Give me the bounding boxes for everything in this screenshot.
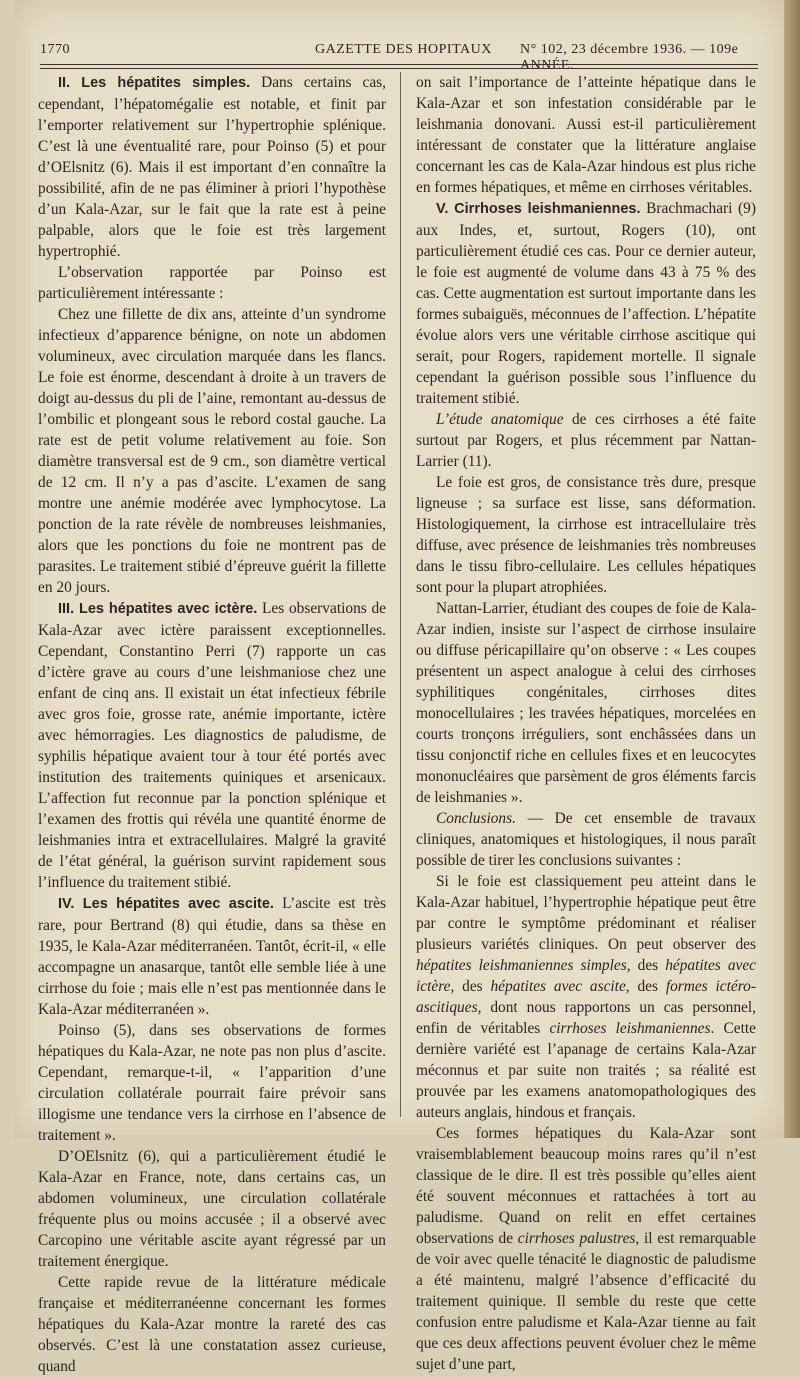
section-heading: II. Les hépatites simples. xyxy=(58,75,251,91)
italic-phrase: hépatites avec ictère xyxy=(416,957,757,995)
column-divider xyxy=(400,72,401,1117)
header-rule xyxy=(40,64,758,65)
paragraph-text: de ces cirrhoses a été faite surtout par Rogers, et plus récemment par Nattan-Larrier (11). xyxy=(416,411,756,470)
journal-title: GAZETTE DES HOPITAUX xyxy=(315,42,492,57)
paragraph-text: , des xyxy=(625,978,666,995)
paragraph-text: Dans certains cas, cependant, l’hépatomégalie est notable, et finit par l’emporter relativement sur l’hypertrophie splénique. C’est là une éventualité rare, pour Poinso (5) et pour d’OElsnitz (6). Mais il est important d’en connaître la possibilité, afin de ne pas éliminer à priori l’hypothèse d’un Kala-Azar, sur le fait que la rate est à peine palpable, alors que le foie est très largement hypertrophié. xyxy=(38,74,386,260)
paragraph xyxy=(416,1123,756,1375)
italic-phrase: Conclusions. xyxy=(436,810,516,827)
left-column xyxy=(38,72,386,1375)
issue-info: N° 102, 23 décembre 1936. — 109e ANNÉE. xyxy=(520,42,739,73)
italic-phrase: cirrhoses palustres xyxy=(517,1230,636,1247)
section-heading: III. Les hépatites avec ictère. xyxy=(58,601,258,617)
paragraph: L’observation rapportée par Poinso est particulièrement intéressante : xyxy=(38,264,386,302)
paragraph-text: — De cet ensemble de travaux cliniques, anatomiques et histologiques, il nous paraît possible de tirer les conclusions suivantes : xyxy=(416,810,756,869)
section-heading: V. Cirrhoses leishmaniennes. xyxy=(436,201,641,217)
paragraph: Nattan-Larrier, étudiant des coupes de foie de Kala-Azar indien, insiste sur l’aspect de cirrhose insulaire ou diffuse péricapillaire qu’on observe : « Les coupes présentent un aspect analogue à celui des cirrhoses syphilitiques congénitales, cirrhoses dites monocellulaires ; les travées hépatiques, morcelées en courts tronçons irréguliers, sont enchâssées dans un tissu conjonctif riche en cellules fixes et en leucocytes mononucléaires que parsèment de gros éléments farcis de leishmanies ». xyxy=(416,600,756,806)
paragraph: D’OElsnitz (6), qui a particulièrement étudié le Kala-Azar en France, note, dans certains cas, un abdomen volumineux, une circulation collatérale fréquente plus ou moins accusée ; il a observé avec Carcopino une véritable ascite ayant régressé par un traitement énergique. xyxy=(38,1148,386,1270)
header-rule-2 xyxy=(40,68,758,69)
paragraph-text: Ces formes hépatiques du Kala-Azar sont vraisemblablement beaucoup moins rares qu’il n’est classique de le dire. Il est très possible qu’elles aient été souvent méconnues et rattachées à tort au paludisme. Quand on relit en effet certaines observations de xyxy=(416,1125,756,1247)
paragraph: Poinso (5), dans ses observations de formes hépatiques du Kala-Azar, ne note pas non plus d’ascite. Cependant, remarque-t-il, « l’apparition d’une circulation collatérale pourrait faire prévoir sans illogisme une tendance vers la cirrhose en l’absence de traitement ». xyxy=(38,1022,386,1144)
paragraph-text: Si le foie est classiquement peu atteint dans le Kala-Azar habituel, l’hypertrophie hépatique peut être par contre le symptôme prédominant et réaliser plusieurs variétés cliniques. On peut observer des xyxy=(416,873,756,953)
page-number: 1770 xyxy=(40,42,70,57)
paragraph-text: L’ascite est très rare, pour Bertrand (8) qui étudie, dans sa thèse en 1935, le Kala-Azar méditerranéen. Tantôt, écrit-il, « elle accompagne un anasarque, tantôt elle semble liée à une cirrhose du foie ; mais elle n’est pas mentionnée dans le Kala-Azar méditerranéen ». xyxy=(38,895,386,1018)
paragraph-text: , il est remarquable de voir avec quelle ténacité le diagnostic de paludisme a été maintenu, malgré l’absence d’efficacité du traitement quinique. Il semble du reste que cette confusion entre paludisme et Kala-Azar tienne au fait que ces deux affections peuvent évoluer chez le même sujet d’une part, xyxy=(416,1230,756,1373)
paragraph-text: Les observations de Kala-Azar avec ictère paraissent exceptionnelles. Cependant, Constantino Perri (7) rapporte un cas d’ictère grave au cours d’une leishmaniose chez une enfant de cinq ans. Il existait un état infectieux fébrile avec gros foie, grosse rate, anémie importante, ictère avec hémorragies. Les diagnostics de paludisme, de syphilis hépatique avaient tour à tour été portés avec institution des traitements quiniques et arsenicaux. L’affection fut reconnue par la ponction splénique et l’examen des frottis qui révéla une quantité énorme de leishmanies intra et extracellulaires. Malgré la gravité de l’état général, la guérison survint rapidement sous l’influence du traitement stibié. xyxy=(38,600,386,891)
paragraph-text: , des xyxy=(450,978,491,995)
paragraph: Cette rapide revue de la littérature médicale française et méditerranéenne concernant les formes hépatiques du Kala-Azar montre la rareté des cas observés. C’est là une constatation assez curieuse, quand xyxy=(38,1274,386,1375)
paragraph-text: , dont nous rapportons un cas personnel, enfin de véritables xyxy=(416,999,756,1037)
paragraph xyxy=(38,72,386,262)
italic-phrase: hépatites leishmaniennes simples xyxy=(416,957,627,974)
paragraph: Chez une fillette de dix ans, atteinte d’un syndrome infectieux d’apparence bénigne, on note un abdomen volumineux, avec circulation marquée dans les flancs. Le foie est énorme, descendant à droite à un travers de doigt au-dessus du pli de l’aine, remontant au-dessus de l’ombilic et plongeant sous le rebord costal gauche. La rate est de petit volume relativement au foie. Son diamètre transversal est de 9 cm., son diamètre vertical de 12 cm. Il n’y a pas d’ascite. L’examen de sang montre une anémie modérée avec lymphocytose. La ponction de la rate révèle de nombreuses leishmanies, alors que les ponctions du foie ne montrent pas de parasites. Le traitement stibié d’épreuve guérit la fillette en 20 jours. xyxy=(38,306,386,596)
paragraph xyxy=(416,808,756,871)
italic-phrase: formes ictéro-ascitiques xyxy=(416,978,756,1016)
running-header xyxy=(40,40,760,73)
paragraph xyxy=(38,598,386,893)
right-column xyxy=(416,72,757,1373)
paragraph xyxy=(416,409,756,472)
paragraph-text: Brachmachari (9) aux Indes, et, surtout, Rogers (10), ont particulièrement étudié ces cas. Pour ce dernier auteur, le foie est augmenté de volume dans 43 à 75 % des cas. Cette augmentation est surtout importante dans les formes subaiguës, méconnues de l’affection. L’hépatite évolue alors vers une véritable cirrhose ascitique qui serait, pour Rogers, rapidement mortelle. Il signale cependant la guérison possible sous l’influence du traitement stibié. xyxy=(416,200,756,407)
italic-phrase: cirrhoses leishmaniennes xyxy=(549,1020,711,1037)
italic-phrase: L’étude anatomique xyxy=(436,411,564,428)
section-heading: IV. Les hépatites avec ascite. xyxy=(58,896,274,912)
paragraph xyxy=(38,893,386,1020)
paragraph-text: , des xyxy=(626,957,666,974)
paragraph: Le foie est gros, de consistance très dure, presque ligneuse ; sa surface est lisse, sans déformation. Histologiquement, la cirrhose est intracellulaire très diffuse, avec présence de leishmanies très nombreuses dans le tissu fibro-cellulaire. Les cellules hépatiques sont pour la plupart atrophiées. xyxy=(416,474,756,596)
italic-phrase: hépatites avec ascite xyxy=(490,978,626,995)
page-edge xyxy=(784,0,800,1138)
paragraph xyxy=(416,871,756,1123)
paragraph-text: . Cette dernière variété est l’apanage de certains Kala-Azar méconnus et par suite non traités ; sa réalité est prouvée par les examens anatomopathologiques des auteurs anglais, hindous et français. xyxy=(416,1020,756,1121)
paragraph: on sait l’importance de l’atteinte hépatique dans le Kala-Azar et son infestation considérable par le leishmania donovani. Aussi est-il particulièrement intéressant de constater que la littérature anglaise concernant les cas de Kala-Azar hindous est plus riche en formes hépatiques, et même en cirrhoses véritables. xyxy=(416,74,756,196)
paragraph xyxy=(416,198,756,409)
